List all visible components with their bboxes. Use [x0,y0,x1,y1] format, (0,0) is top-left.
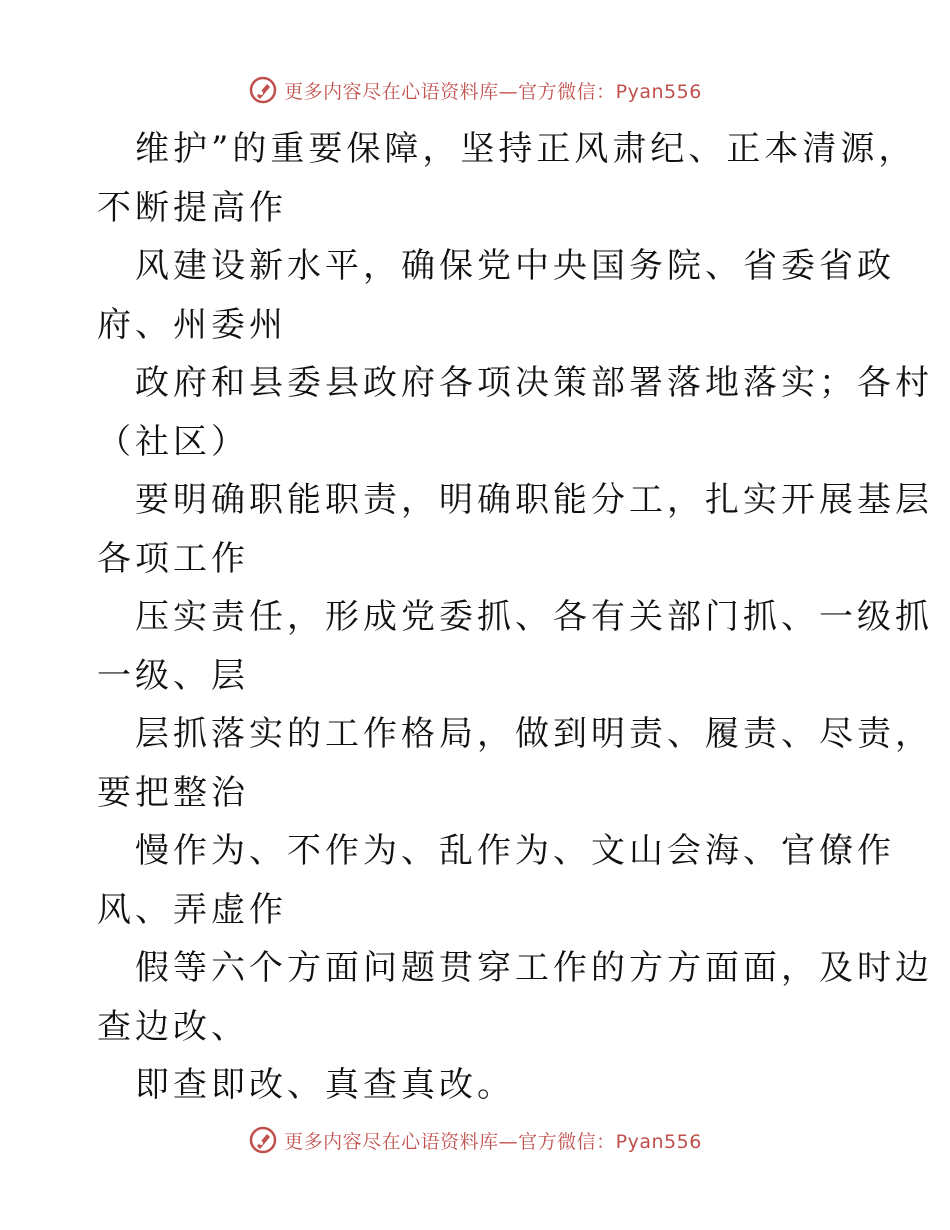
body-line: 风、弄虚作 [97,889,287,930]
pen-logo-icon [248,1125,278,1155]
document-body [97,120,933,1115]
body-line: （社区） [97,421,249,462]
body-line: 查边改、 [97,1006,249,1047]
body-line: 风建设新水平，确保党中央国务院、省委省政 [135,246,895,286]
body-line: 不断提高作 [97,187,287,228]
body-line: 一级、层 [97,655,249,696]
watermark-footer [0,1120,950,1160]
watermark-text: 更多内容尽在心语资料库—官方微信：Pyan556 [284,80,702,103]
body-line: 府、州委州 [97,304,287,345]
body-line: 政府和县委县政府各项决策部署落地落实；各村 [135,363,933,403]
pen-logo-icon [248,75,278,105]
body-line: 层抓落实的工作格局，做到明责、履责、尽责， [135,714,933,754]
body-line: 即查即改、真查真改。 [135,1065,515,1105]
body-line: 维护”的重要保障，坚持正风肃纪、正本清源， [135,129,917,169]
body-line: 要把整治 [97,772,249,813]
body-line: 各项工作 [97,538,249,579]
body-line: 假等六个方面问题贯穿工作的方方面面，及时边 [135,948,933,988]
body-line: 要明确职能职责，明确职能分工，扎实开展基层 [135,480,933,520]
watermark-header [0,70,950,110]
body-line: 压实责任，形成党委抓、各有关部门抓、一级抓 [135,597,933,637]
body-line: 慢作为、不作为、乱作为、文山会海、官僚作 [135,831,895,871]
watermark-text: 更多内容尽在心语资料库—官方微信：Pyan556 [284,1130,702,1153]
